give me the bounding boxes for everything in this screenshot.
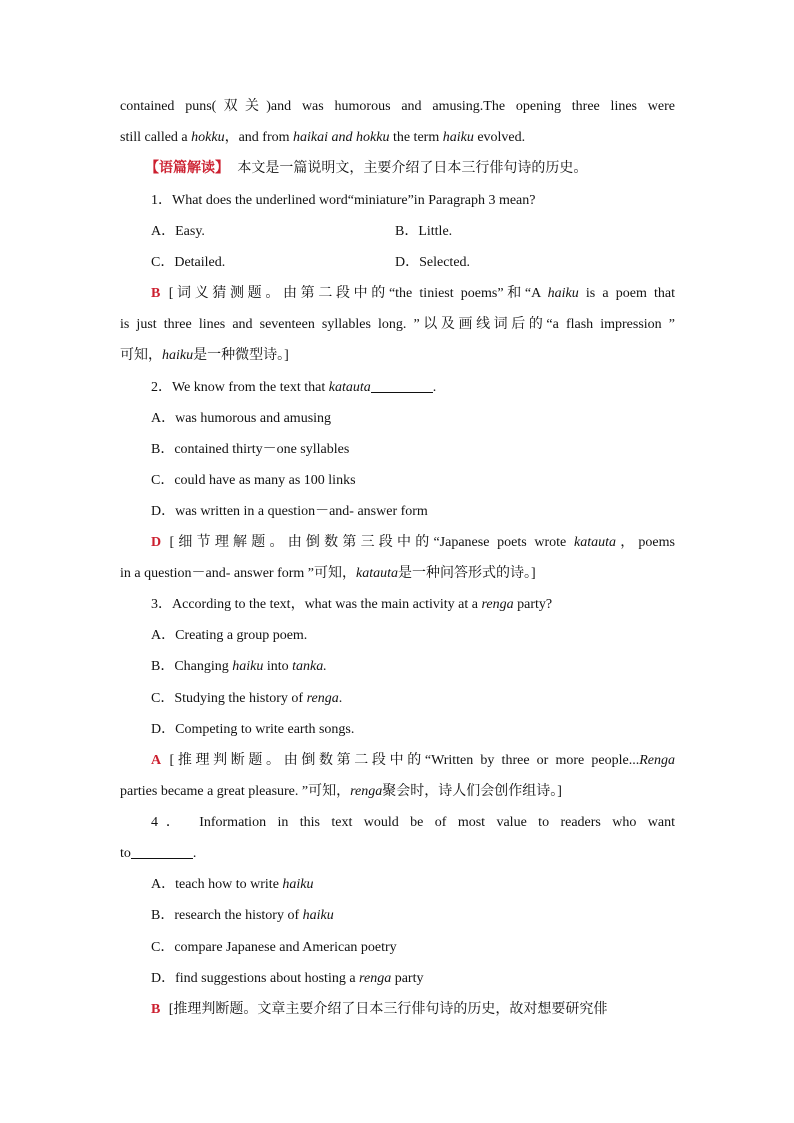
q4-stem-1	[151, 811, 675, 835]
summary-text: 本文是一篇说明文，主要介绍了日本三行俳句诗的历史。	[237, 161, 588, 176]
q3-explanation-2	[120, 780, 675, 804]
q2-stem	[151, 376, 675, 400]
q1-option-b: B．Little.	[395, 224, 453, 239]
term-katauta: katauta	[328, 380, 371, 395]
explanation-text: 可知，	[120, 348, 162, 363]
passage-text: ，and from	[224, 130, 294, 145]
explanation-text: 是一种问答形式的诗。]	[398, 566, 536, 581]
term-renga: renga	[481, 597, 514, 612]
explanation-text: is just three lines and seventeen syllables long. ”以及画线词后的“a flash impression ”	[120, 317, 675, 332]
term-renga: renga	[350, 784, 383, 799]
q4-option-a	[151, 873, 314, 897]
q2-option-b: B．contained thirty－one syllables	[151, 442, 350, 457]
q2-option-c: C．could have as many as 100 links	[151, 473, 356, 488]
q1-explanation-1	[151, 282, 675, 306]
q4-answer: B	[151, 1002, 161, 1017]
explanation-text: [推理判断题。文章主要介绍了日本三行俳句诗的历史，故对想要研究俳	[168, 1002, 608, 1017]
summary-label: 【语篇解读】	[145, 161, 229, 176]
q4-explanation-1	[151, 998, 675, 1022]
explanation-text: 聚会时，诗人们会创作组诗。]	[382, 784, 562, 799]
q1-explanation-3	[120, 344, 675, 368]
option-text: A．teach how to write	[151, 877, 283, 892]
passage-text: contained puns(	[120, 99, 217, 114]
term-tanka: tanka.	[292, 659, 327, 674]
option-text: D．find suggestions about hosting a	[151, 971, 360, 986]
option-text: C．Studying the history of	[151, 691, 307, 706]
q2-answer: D	[151, 535, 162, 550]
q1-explanation-2	[120, 313, 675, 337]
explanation-text: [推理判断题。由倒数第二段中的“Written by three or more people...	[169, 753, 640, 768]
passage-text-cn: 双关	[216, 99, 267, 114]
passage-line-1	[120, 95, 675, 119]
question-stem: .	[192, 846, 197, 861]
q1-option-c: C．Detailed.	[151, 255, 226, 270]
explanation-text: is a poem that	[578, 286, 675, 301]
term-haiku: haiku	[162, 348, 194, 363]
option-text: B．research the history of	[151, 908, 303, 923]
term-renga: renga	[306, 691, 339, 706]
explanation-text: 是一种微型诗。]	[193, 348, 289, 363]
q4-option-d	[151, 967, 423, 991]
question-stem: .	[432, 380, 437, 395]
term-katauta: katauta	[574, 535, 616, 550]
passage-line-2	[120, 126, 675, 150]
passage-text: )and was humorous and amusing.The opening three lines were	[266, 99, 676, 114]
q2-explanation-1	[151, 531, 675, 555]
term-hokku: hokku	[191, 130, 225, 145]
term-haiku: haiku	[232, 659, 264, 674]
q3-answer: A	[151, 753, 162, 768]
q1-stem	[151, 189, 675, 213]
explanation-text: in a question－and- answer form ”可知，	[120, 566, 356, 581]
summary	[145, 157, 685, 181]
question-stem: party?	[513, 597, 553, 612]
q2-option-a: A．was humorous and amusing	[151, 411, 332, 426]
explanation-text: parties became a great pleasure. ”可知，	[120, 784, 351, 799]
option-text: party	[391, 971, 424, 986]
term-katauta: katauta	[356, 566, 398, 581]
term-haiku: haiku	[442, 130, 474, 145]
term-renga: renga	[359, 971, 392, 986]
q3-option-c	[151, 687, 342, 711]
question-stem: 3．According to the text，what was the main activity at a	[151, 597, 482, 612]
option-text: B．Changing	[151, 659, 233, 674]
option-text: into	[263, 659, 293, 674]
q2-explanation-2	[120, 562, 675, 586]
q3-option-a: A．Creating a group poem.	[151, 628, 308, 643]
q3-option-b	[151, 655, 327, 679]
q1-option-d: D．Selected.	[395, 255, 471, 270]
q3-explanation-1	[151, 749, 675, 773]
passage-text: evolved.	[473, 130, 526, 145]
question-stem: 4． Information in this text would be of most value to readers who want	[151, 815, 675, 830]
q4-stem-2	[120, 842, 675, 866]
q1-answer: B	[151, 286, 161, 301]
term-haiku: haiku	[282, 877, 314, 892]
passage-text: still called a	[120, 130, 192, 145]
q3-stem	[151, 593, 675, 617]
q1-option-a: A．Easy.	[151, 224, 205, 239]
question-stem: to	[120, 846, 131, 861]
answer-blank	[131, 844, 193, 859]
explanation-text: [词义猜测题。由第二段中的“the tiniest poems”和“A	[168, 286, 548, 301]
question-stem: 1．What does the underlined word“miniature”in Paragraph 3 mean?	[151, 193, 536, 208]
term-haiku: haiku	[547, 286, 579, 301]
explanation-text: ，poems	[616, 535, 675, 550]
q3-option-d: D．Competing to write earth songs.	[151, 722, 355, 737]
term-haiku: haiku	[302, 908, 334, 923]
term-haikai-hokku: haikai and hokku	[293, 130, 390, 145]
question-stem: 2．We know from the text that	[151, 380, 329, 395]
option-text: .	[338, 691, 343, 706]
q2-option-d: D．was written in a question－and- answer form	[151, 504, 428, 519]
explanation-text: [细节理解题。由倒数第三段中的“Japanese poets wrote	[169, 535, 574, 550]
q4-option-c: C．compare Japanese and American poetry	[151, 940, 397, 955]
passage-text: the term	[389, 130, 443, 145]
q4-option-b	[151, 904, 334, 928]
term-renga: Renga	[639, 753, 675, 768]
answer-blank	[371, 378, 433, 393]
